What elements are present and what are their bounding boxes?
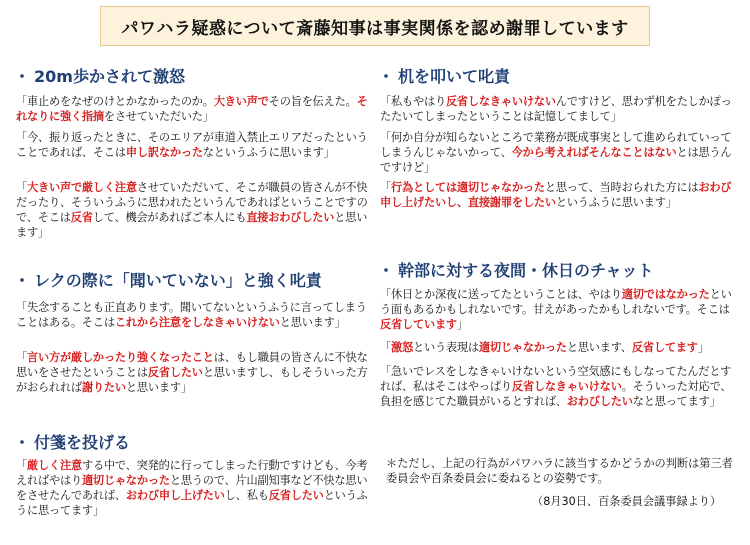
quote-block: 「厳しく注意する中で、突発的に行ってしまった行動ですけども、今考えればやはり適切じゃなかったと思うので、片山副知事など不快な思いをさせたんであれば、おわび申し上げたいし、私も反省したいというふうに思ってます」 [16,459,368,517]
quote-block: 「何か自分が知らないところで業務が既成事実として進められていってしまうんじゃないかって、今から考えればそんなことはないとは思うんですけど」 [380,131,732,174]
bullet: ・ [14,433,31,452]
quote-block: 「激怒という表現は適切じゃなかったと思います、反省してます」 [380,341,709,354]
quote-block: 「大きい声で厳しく注意させていただいて、そこが職員の皆さんが不快だったり、そういうふうに思われたというんであればということですので、そこは反省して、機会があればご本人にも直接おわびしたいと思います」 [16,181,368,239]
footnote: ＊ただし、上記の行為がパワハラに該当するかどうかの判断は第三者 委員会や百条委員会に委ねるとの姿勢です。 [386,457,745,485]
quote-block: 「急いでレスをしなきゃいけないという空気感にもしなってたんだとすれば、私はそこはやっぱり反省しなきゃいけない。そういった対応で、負担を感じてた職員がいるとすれば、おわびしたいなと思ってます」 [380,365,732,408]
bullet: ・ [14,271,31,290]
quote-block: 「失念することも正直あります。聞いてないというふうに言ってしまうことはある。そこはこれから注意をしなきゃいけないと思います」 [16,301,367,329]
section-heading-walk: ・ 20m歩かされて激怒 [14,67,185,86]
bullet: ・ [378,261,395,280]
quote-block: 「行為としては適切じゃなかったと思って、当時おられた方にはおわび申し上げたいし、直接謝罪をしたいというふうに思います」 [380,181,732,209]
quote-block: 「今、振り返ったときに、そのエリアが車道入禁止エリアだったということであれば、そこは申し訳なかったなというふうに思います」 [16,131,368,159]
quote-block: 「車止めをなぜのけとかなかったのか。大きい声でその旨を伝えた。それなりに強く指摘をさせていただいた」 [16,95,368,123]
section-heading-chat: ・ 幹部に対する夜間・休日のチャット [378,261,654,280]
section-heading-sticky-note: ・ 付箋を投げる [14,433,131,452]
section-heading-lecture: ・ レクの際に「聞いていない」と強く叱責 [14,271,322,290]
page-title: パワハラ疑惑について斎藤知事は事実関係を認め謝罪しています [100,6,650,46]
quote-block: 「言い方が厳しかったり強くなったことは、もし職員の皆さんに不快な思いをさせたということは反省したいと思いますし、もしそういった方がおられれば謝りたいと思います」 [16,351,368,394]
quote-block: 「私もやはり反省しなきゃいけないんですけど、思わず机をたしかぽったたいてしまったということは記憶してまして」 [380,95,732,123]
bullet: ・ [14,67,31,86]
source-citation: （8月30日、百条委員会議事録より） [532,495,722,508]
section-heading-desk: ・ 机を叩いて叱責 [378,67,511,86]
quote-block: 「休日とか深夜に送ってたということは、やはり適切ではなかったという面もあるかもしれないです。甘えがあったかもしれないです。そこは反省しています」 [380,288,732,331]
bullet: ・ [378,67,395,86]
